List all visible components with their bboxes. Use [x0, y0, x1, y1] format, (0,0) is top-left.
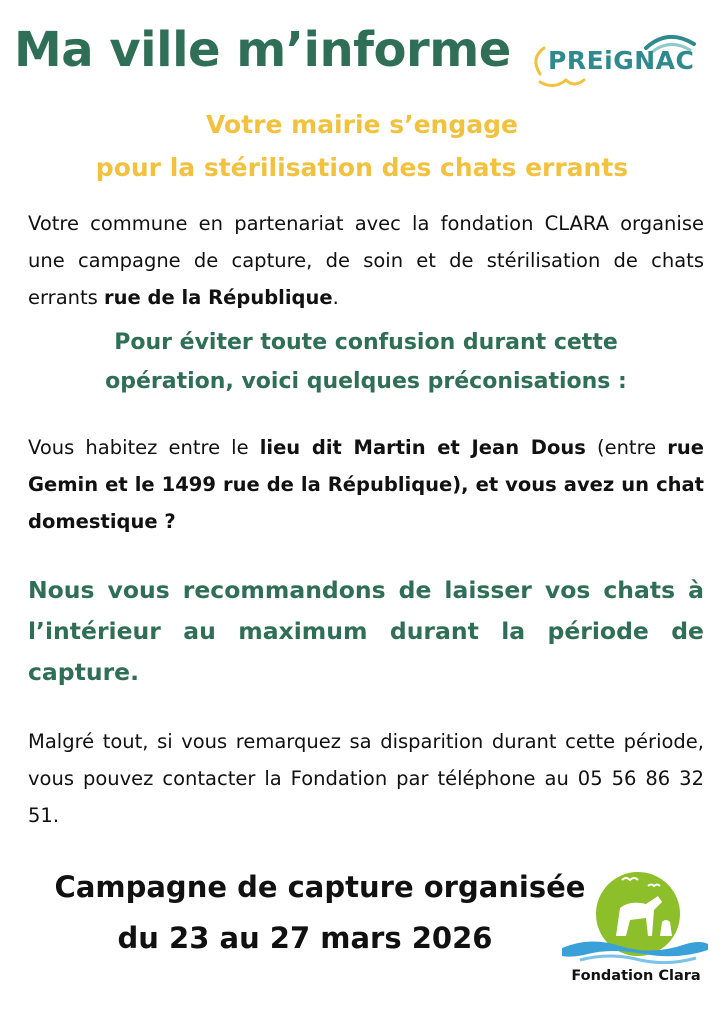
campaign-line-1: Campagne de capture organisée	[54, 870, 586, 904]
recommendation-paragraph: Nous vous recommandons de laisser vos chats à l’intérieur au maximum durant la période de capture.	[28, 576, 704, 686]
advice-heading	[28, 323, 704, 401]
preignac-logo	[526, 26, 706, 96]
preignac-logo-text: PREiGNAC	[548, 46, 695, 75]
question-part-3: (entre	[585, 436, 668, 459]
subtitle-line-2: pour la stérilisation des chats errants	[95, 153, 629, 182]
intro-street: rue de la République	[104, 286, 333, 309]
question-streets: rue Gemin et le 1499 rue de la République), et vous avez un chat domestique ?	[28, 436, 705, 533]
question-location: lieu dit Martin et Jean Dous	[259, 436, 586, 459]
contact-paragraph: Malgré tout, si vous remarquez sa disparition durant cette période, vous pouvez contacter la Fondation par téléphone au 05 56 86 32 51.	[28, 730, 704, 827]
advice-heading-line-2: opération, voici quelques préconisations :	[105, 369, 627, 394]
intro-text: Votre commune en partenariat avec la fondation CLARA organise une campagne de capture, de soin et de stérilisation de chats errants	[28, 212, 704, 309]
question-paragraph	[28, 429, 704, 540]
fondation-clara-logo-graphic	[560, 866, 710, 976]
intro-end: .	[332, 286, 339, 309]
fondation-clara-label: Fondation Clara	[571, 968, 701, 984]
intro-paragraph	[28, 205, 704, 316]
campaign-dates: du 23 au 27 mars 2026	[117, 921, 493, 955]
advice-heading-line-1: Pour éviter toute confusion durant cette	[114, 330, 618, 355]
page-title: Ma ville m’informe	[14, 22, 511, 78]
subtitle-line-1: Votre mairie s’engage	[206, 110, 518, 139]
question-part-1: Vous habitez entre le	[28, 436, 260, 459]
fondation-clara-logo	[560, 866, 710, 976]
